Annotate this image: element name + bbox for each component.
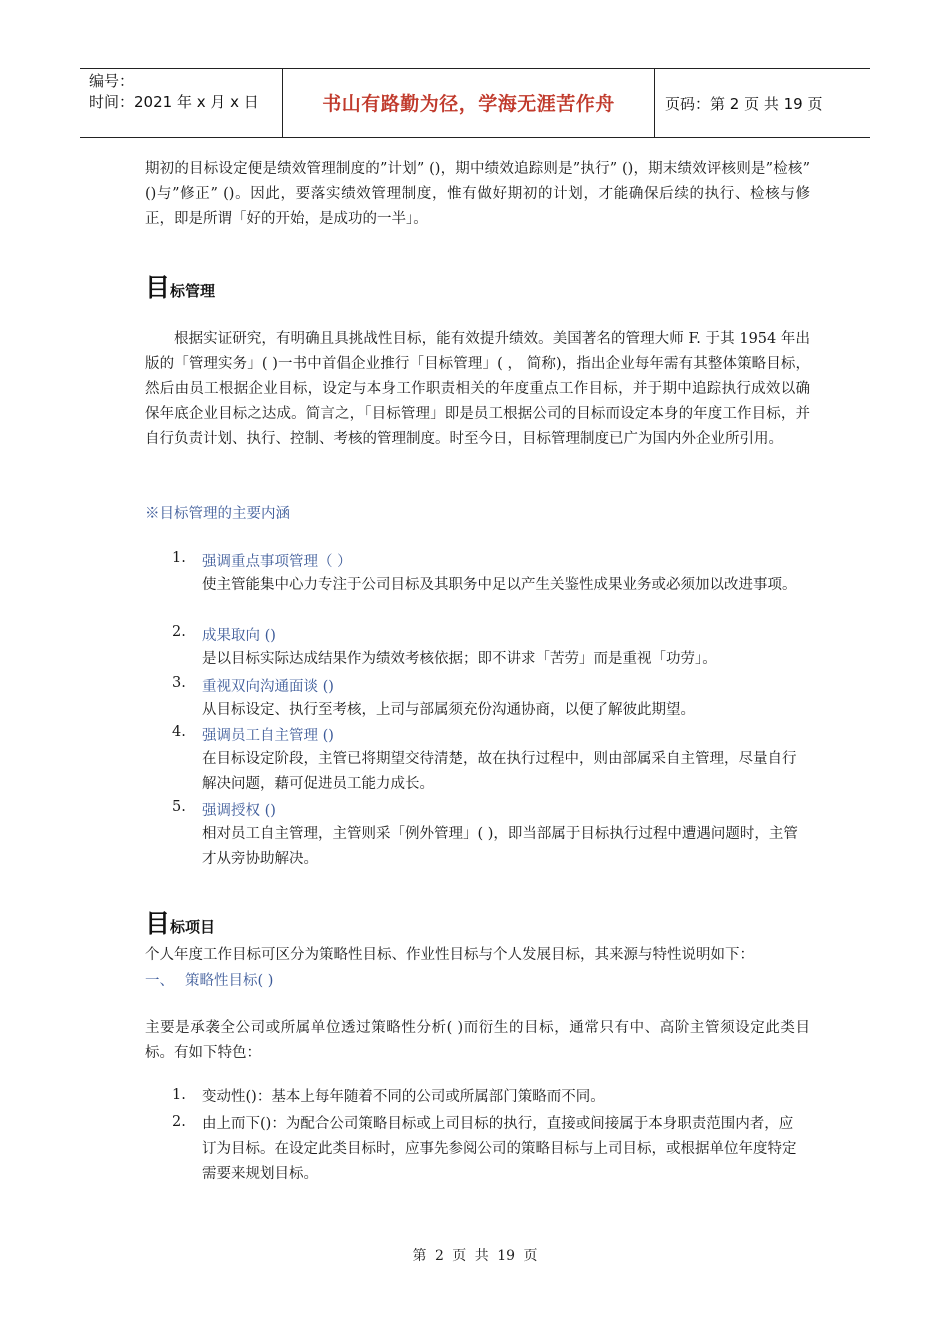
header-divider	[654, 69, 655, 137]
section-heading-goal-items	[145, 904, 215, 940]
section1-paragraph: 根据实证研究，有明确且具挑战性目标，能有效提升绩效。美国著名的管理大师 F. 于其 1954 年出版的「管理实务」( )一书中首倡企业推行「目标管理」( ， 简称)，指出企业每年需有其整体策略目标，然后由员工根据企业目标，设定与本身工作职责相关的年度重点工作目标，并于期中追踪执行成效以确保年底企业目标之达成。简言之，「目标管理」即是员工根据公司的目标而设定本身的年度工作目标，并自行负责计划、执行、控制、考核的管理制度。时至今日，目标管理制度已广为国内外企业所引用。	[145, 331, 810, 447]
heading-initial: 目	[145, 273, 171, 302]
header-page-number: 页码：第 2 页 共 19 页	[665, 95, 823, 113]
subsection-number: 一、	[145, 973, 174, 989]
list-item-number: 2.	[172, 624, 186, 640]
list-item-description: 是以目标实际达成结果作为绩效考核依据；即不讲求「苦劳」而是重视「功劳」。	[202, 651, 717, 667]
section2-intro: 个人年度工作目标可区分为策略性目标、作业性目标与个人发展目标，其来源与特性说明如下：	[145, 947, 754, 963]
header-motto: 书山有路勤为径，学海无涯苦作舟	[322, 93, 615, 115]
header-meta	[89, 71, 259, 113]
header-table	[80, 68, 870, 138]
list-item-text: 由上而下()：为配合公司策略目标或上司目标的执行，直接或间接属于本身职责范围内者，应订为目标。在设定此类目标时，应事先参阅公司的策略目标与上司目标，或根据单位年度特定需要来规划目标。	[202, 1116, 797, 1182]
page-footer: 第 2 页 共 19 页	[412, 1248, 538, 1264]
heading-rest: 标项目	[170, 918, 216, 936]
list-item-number: 5.	[172, 799, 186, 815]
list-item-description: 从目标设定、执行至考核，上司与部属须充份沟通协商，以便了解彼此期望。	[202, 702, 695, 718]
list-item-number: 1.	[172, 1087, 186, 1103]
header-date: 时间：2021 年 x 月 x 日	[89, 93, 259, 111]
heading-rest: 标管理	[170, 282, 216, 300]
list-item-title: 重视双向沟通面谈 ()	[202, 679, 334, 695]
heading-initial: 目	[145, 909, 171, 938]
list-item-number: 3.	[172, 675, 186, 691]
intro-paragraph: 期初的目标设定便是绩效管理制度的”计划” ()，期中绩效追踪则是”执行” ()，期末绩效评核则是”检核” ()与”修正” ()。因此，要落实绩效管理制度，惟有做好期初的计划，才能确保后续的执行、检核与修正，即是所谓「好的开始，是成功的一半」。	[145, 161, 810, 227]
subsection-title: 策略性目标( )	[185, 973, 274, 989]
list-item-text: 变动性()：基本上每年随着不同的公司或所属部门策略而不同。	[202, 1089, 605, 1105]
list-item-title: 成果取向 ()	[202, 628, 276, 644]
section1-note: ※目标管理的主要内涵	[145, 506, 290, 522]
list-item-title: 强调重点事项管理（ ）	[202, 554, 352, 570]
list-item-number: 1.	[172, 550, 186, 566]
list-item-title: 强调员工自主管理 ()	[202, 728, 334, 744]
list-item-title: 强调授权 ()	[202, 803, 276, 819]
list-item-number: 4.	[172, 724, 186, 740]
section-heading-goal-management	[145, 268, 215, 304]
list-item-description: 在目标设定阶段，主管已将期望交待清楚，故在执行过程中，则由部属采自主管理，尽量自行解决问题，藉可促进员工能力成长。	[202, 751, 797, 792]
section2-paragraph: 主要是承袭全公司或所属单位透过策略性分析( )而衍生的目标，通常只有中、高阶主管须设定此类目标。有如下特色：	[145, 1020, 810, 1061]
list-item-description: 相对员工自主管理，主管则采「例外管理」( )，即当部属于目标执行过程中遭遇问题时，主管才从旁协助解决。	[202, 826, 798, 867]
list-item-description: 使主管能集中心力专注于公司目标及其职务中足以产生关鉴性成果业务或必须加以改进事项。	[202, 577, 797, 593]
header-number: 编号：	[89, 72, 135, 90]
list-item-number: 2.	[172, 1114, 186, 1130]
